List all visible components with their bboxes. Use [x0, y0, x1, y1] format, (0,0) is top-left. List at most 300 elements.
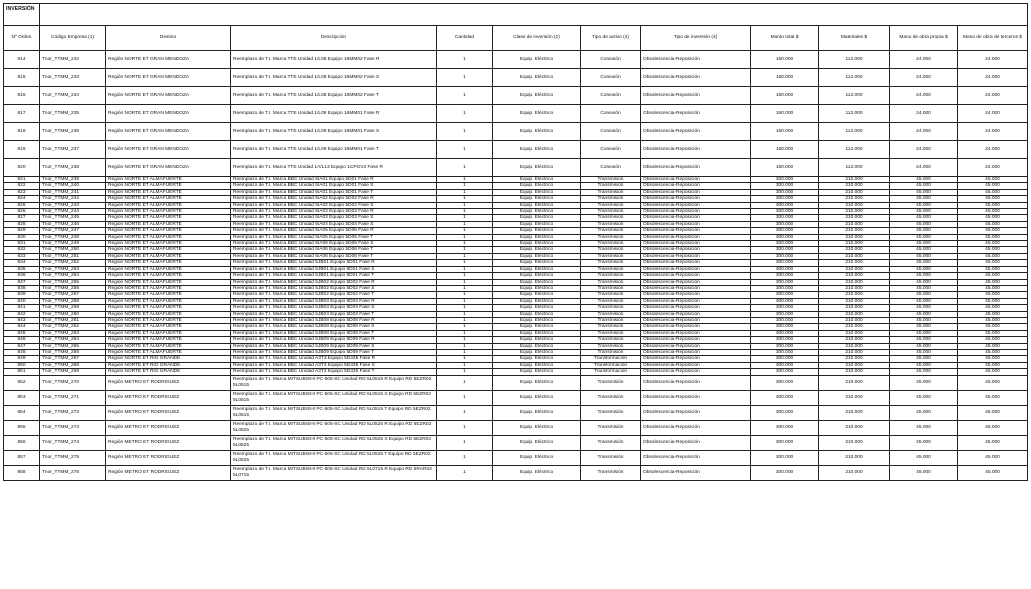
cantidad-cell: 1 [437, 349, 493, 355]
mo-terceros-cell: 45.000 [958, 362, 1028, 368]
mo-terceros-cell: 45.000 [958, 209, 1028, 215]
mo-terceros-cell: 24.000 [958, 69, 1028, 87]
monto-cell: 300.000 [751, 234, 819, 240]
clase-cell: Equip. Eléctrico [493, 215, 581, 221]
tipo-activo-cell: Transmisión [581, 247, 641, 253]
mo-terceros-cell: 45.000 [958, 183, 1028, 189]
mo-propia-cell: 45.000 [890, 298, 958, 304]
clase-cell: Equip. Eléctrico [493, 266, 581, 272]
cantidad-cell: 1 [437, 465, 493, 480]
table-row [4, 159, 1028, 177]
codigo-cell: Tnor_TTMM_243 [40, 202, 106, 208]
mo-propia-cell: 24.000 [890, 69, 958, 87]
orden-cell: 856 [4, 435, 40, 450]
tipo-inversion-cell: Obsolescencia-Reposición [641, 241, 751, 247]
destino-cell: Región NORTE ET ALMAFUERTE [106, 266, 231, 272]
mo-propia-cell: 45.000 [890, 202, 958, 208]
mo-terceros-cell: 45.000 [958, 196, 1028, 202]
tipo-inversion-cell: Obsolescencia-Reposición [641, 279, 751, 285]
descripcion-cell: Reemplazo de T.I. Marca MITSUBISHI PC-505-SC Unidad RD 5L0525 T Equipo RD 5EZR02 5L0525 [231, 450, 437, 465]
clase-cell: Equip. Eléctrico [493, 247, 581, 253]
tipo-activo-cell: Transmisión [581, 202, 641, 208]
tipo-inversion-cell: Obsolescencia-Reposición [641, 247, 751, 253]
clase-cell: Equip. Eléctrico [493, 343, 581, 349]
header-row [4, 26, 1028, 51]
tipo-activo-cell: Transmisión [581, 349, 641, 355]
codigo-cell: Tnor_TTMM_261 [40, 317, 106, 323]
destino-cell: Región NORTE ET GRAN MENDOZA [106, 123, 231, 141]
destino-cell: Región NORTE ET RIO GRANDE [106, 369, 231, 375]
cantidad-cell: 1 [437, 247, 493, 253]
tipo-inversion-cell: Obsolescencia-Reposición [641, 196, 751, 202]
clase-cell: Equip. Eléctrico [493, 123, 581, 141]
orden-cell: 850 [4, 362, 40, 368]
mo-propia-cell: 45.000 [890, 292, 958, 298]
destino-cell: Región METRO ET RODRIGUEZ [106, 390, 231, 405]
destino-cell: Región NORTE ET ALMAFUERTE [106, 202, 231, 208]
destino-cell: Región NORTE ET RIO GRANDE [106, 356, 231, 362]
tipo-inversion-cell: Obsolescencia-Reposición [641, 266, 751, 272]
descripcion-cell: Reemplazo de T.I. Marca BBC Unidad 5JB03 Equipo 5D03 Fase T [231, 311, 437, 317]
destino-cell: Región NORTE ET ALMAFUERTE [106, 324, 231, 330]
destino-cell: Región NORTE ET ALMAFUERTE [106, 221, 231, 227]
mo-propia-cell: 45.000 [890, 337, 958, 343]
descripcion-cell: Reemplazo de T.I. Marca MITSUBISHI PC-505-SC Unidad RD 5L0515 T Equipo RD 5EZR02 5L0515 [231, 405, 437, 420]
mo-terceros-cell: 45.000 [958, 221, 1028, 227]
descripcion-cell: Reemplazo de T.I. Marca BBC Unidad 5IA02 Equipo 5D02 Fase S [231, 202, 437, 208]
descripcion-cell: Reemplazo de T.I. Marca BBC Unidad 5IA06 Equipo 5D06 Fase T [231, 253, 437, 259]
descripcion-cell: Reemplazo de T.I. Marca BBC Unidad 5JB02 Equipo 5D02 Fase T [231, 292, 437, 298]
orden-cell: 827 [4, 215, 40, 221]
materiales-cell: 210.000 [819, 253, 890, 259]
codigo-cell: Tnor_TTMM_262 [40, 324, 106, 330]
monto-cell: 300.000 [751, 349, 819, 355]
orden-cell: 833 [4, 253, 40, 259]
monto-cell: 300.000 [751, 390, 819, 405]
cantidad-cell: 1 [437, 87, 493, 105]
mo-terceros-cell: 45.000 [958, 337, 1028, 343]
destino-cell: Región NORTE ET ALMAFUERTE [106, 279, 231, 285]
mo-propia-cell: 45.000 [890, 311, 958, 317]
header-cell-clase: Clase de inversión (2) [493, 26, 581, 51]
clase-cell: Equip. Eléctrico [493, 202, 581, 208]
table-row [4, 141, 1028, 159]
destino-cell: Región NORTE ET RIO GRANDE [106, 362, 231, 368]
header-cell-mo-terceros: Mano de obra de terceros $ [958, 26, 1028, 51]
mo-propia-cell: 24.000 [890, 87, 958, 105]
codigo-cell: Tnor_TTMM_270 [40, 375, 106, 390]
destino-cell: Región NORTE ET ALMAFUERTE [106, 234, 231, 240]
cantidad-cell: 1 [437, 51, 493, 69]
clase-cell: Equip. Eléctrico [493, 273, 581, 279]
monto-cell: 300.000 [751, 209, 819, 215]
destino-cell: Región METRO ET RODRIGUEZ [106, 375, 231, 390]
codigo-cell: Tnor_TTMM_249 [40, 241, 106, 247]
mo-propia-cell: 45.000 [890, 279, 958, 285]
codigo-cell: Tnor_TTMM_238 [40, 159, 106, 177]
clase-cell: Equip. Eléctrico [493, 450, 581, 465]
codigo-cell: Tnor_TTMM_237 [40, 141, 106, 159]
orden-cell: 814 [4, 51, 40, 69]
tipo-inversion-cell: Obsolescencia-Reposición [641, 234, 751, 240]
mo-terceros-cell: 45.000 [958, 247, 1028, 253]
tipo-inversion-cell: Obsolescencia-Reposición [641, 189, 751, 195]
clase-cell: Equip. Eléctrico [493, 253, 581, 259]
mo-terceros-cell: 45.000 [958, 369, 1028, 375]
destino-cell: Región NORTE ET ALMAFUERTE [106, 209, 231, 215]
destino-cell: Región NORTE ET ALMAFUERTE [106, 330, 231, 336]
tipo-activo-cell: Transmisión [581, 209, 641, 215]
monto-cell: 300.000 [751, 369, 819, 375]
clase-cell: Equip. Eléctrico [493, 298, 581, 304]
tipo-inversion-cell: Obsolescencia-Reposición [641, 51, 751, 69]
cantidad-cell: 1 [437, 215, 493, 221]
tipo-inversion-cell: Obsolescencia-Reposición [641, 362, 751, 368]
tipo-activo-cell: Transmisión [581, 420, 641, 435]
table-row [4, 51, 1028, 69]
destino-cell: Región NORTE ET GRAN MENDOZA [106, 51, 231, 69]
tipo-activo-cell: Transmisión [581, 465, 641, 480]
destino-cell: Región NORTE ET ALMAFUERTE [106, 241, 231, 247]
header-cell-destino: Destino [106, 26, 231, 51]
tipo-inversion-cell: Obsolescencia-Reposición [641, 183, 751, 189]
destino-cell: Región NORTE ET ALMAFUERTE [106, 311, 231, 317]
mo-terceros-cell: 45.000 [958, 375, 1028, 390]
mo-propia-cell: 45.000 [890, 349, 958, 355]
mo-terceros-cell: 45.000 [958, 311, 1028, 317]
destino-cell: Región NORTE ET GRAN MENDOZA [106, 105, 231, 123]
clase-cell: Equip. Eléctrico [493, 51, 581, 69]
cantidad-cell: 1 [437, 221, 493, 227]
materiales-cell: 210.000 [819, 343, 890, 349]
tipo-inversion-cell: Obsolescencia-Reposición [641, 209, 751, 215]
materiales-cell: 112.000 [819, 123, 890, 141]
table-row [4, 87, 1028, 105]
mo-propia-cell: 45.000 [890, 241, 958, 247]
monto-cell: 300.000 [751, 273, 819, 279]
mo-propia-cell: 45.000 [890, 285, 958, 291]
mo-propia-cell: 45.000 [890, 343, 958, 349]
codigo-cell: Tnor_TTMM_264 [40, 337, 106, 343]
cantidad-cell: 1 [437, 260, 493, 266]
mo-terceros-cell: 45.000 [958, 349, 1028, 355]
materiales-cell: 112.000 [819, 87, 890, 105]
descripcion-cell: Reemplazo de T.I. Marca BBC Unidad 5IA05 Equipo 5D05 Fase T [231, 234, 437, 240]
mo-terceros-cell: 24.000 [958, 141, 1028, 159]
title-row [4, 4, 1028, 26]
mo-propia-cell: 45.000 [890, 305, 958, 311]
materiales-cell: 210.000 [819, 420, 890, 435]
mo-terceros-cell: 45.000 [958, 189, 1028, 195]
monto-cell: 300.000 [751, 196, 819, 202]
orden-cell: 819 [4, 141, 40, 159]
tipo-activo-cell: Transmisión [581, 228, 641, 234]
tipo-inversion-cell: Obsolescencia-Reposición [641, 215, 751, 221]
codigo-cell: Tnor_TTMM_260 [40, 311, 106, 317]
tipo-activo-cell: Transmisión [581, 279, 641, 285]
materiales-cell: 210.000 [819, 292, 890, 298]
orden-cell: 830 [4, 234, 40, 240]
destino-cell: Región METRO ET RODRIGUEZ [106, 465, 231, 480]
table-row [4, 405, 1028, 420]
mo-terceros-cell: 45.000 [958, 420, 1028, 435]
cantidad-cell: 1 [437, 241, 493, 247]
destino-cell: Región NORTE ET ALMAFUERTE [106, 349, 231, 355]
monto-cell: 160.000 [751, 159, 819, 177]
monto-cell: 300.000 [751, 266, 819, 272]
destino-cell: Región METRO ET RODRIGUEZ [106, 435, 231, 450]
cantidad-cell: 1 [437, 343, 493, 349]
clase-cell: Equip. Eléctrico [493, 221, 581, 227]
monto-cell: 300.000 [751, 292, 819, 298]
codigo-cell: Tnor_TTMM_241 [40, 189, 106, 195]
codigo-cell: Tnor_TTMM_240 [40, 183, 106, 189]
descripcion-cell: Reemplazo de T.I. Marca BBC Unidad 5IA05 Equipo 5D05 Fase R [231, 228, 437, 234]
descripcion-cell: Reemplazo de T.I. Marca BBC Unidad 5IA01 Equipo 5D01 Fase T [231, 189, 437, 195]
monto-cell: 300.000 [751, 241, 819, 247]
investment-table [3, 3, 1028, 481]
materiales-cell: 210.000 [819, 189, 890, 195]
orden-cell: 853 [4, 390, 40, 405]
destino-cell: Región NORTE ET GRAN MENDOZA [106, 141, 231, 159]
materiales-cell: 210.000 [819, 177, 890, 183]
materiales-cell: 210.000 [819, 273, 890, 279]
cantidad-cell: 1 [437, 105, 493, 123]
mo-terceros-cell: 45.000 [958, 234, 1028, 240]
clase-cell: Equip. Eléctrico [493, 465, 581, 480]
mo-propia-cell: 45.000 [890, 369, 958, 375]
orden-cell: 852 [4, 375, 40, 390]
cantidad-cell: 1 [437, 209, 493, 215]
tipo-inversion-cell: Obsolescencia-Reposición [641, 305, 751, 311]
orden-cell: 832 [4, 247, 40, 253]
monto-cell: 300.000 [751, 305, 819, 311]
cantidad-cell: 1 [437, 292, 493, 298]
cantidad-cell: 1 [437, 202, 493, 208]
orden-cell: 825 [4, 202, 40, 208]
tipo-activo-cell: Transmisión [581, 260, 641, 266]
mo-propia-cell: 45.000 [890, 189, 958, 195]
destino-cell: Región METRO ET RODRIGUEZ [106, 405, 231, 420]
mo-propia-cell: 45.000 [890, 324, 958, 330]
codigo-cell: Tnor_TTMM_245 [40, 215, 106, 221]
mo-propia-cell: 45.000 [890, 317, 958, 323]
destino-cell: Región NORTE ET ALMAFUERTE [106, 247, 231, 253]
descripcion-cell: Reemplazo de T.I. Marca TTE Unidad 1/L09 Equipo 16MM01 Fase R [231, 105, 437, 123]
tipo-activo-cell: Transmisión [581, 435, 641, 450]
tipo-activo-cell: Conexión [581, 141, 641, 159]
tipo-activo-cell: Transmisión [581, 330, 641, 336]
materiales-cell: 210.000 [819, 390, 890, 405]
tipo-inversion-cell: Obsolescencia-Reposición [641, 159, 751, 177]
clase-cell: Equip. Eléctrico [493, 292, 581, 298]
destino-cell: Región NORTE ET ALMAFUERTE [106, 260, 231, 266]
monto-cell: 300.000 [751, 215, 819, 221]
materiales-cell: 210.000 [819, 234, 890, 240]
clase-cell: Equip. Eléctrico [493, 362, 581, 368]
materiales-cell: 210.000 [819, 465, 890, 480]
codigo-cell: Tnor_TTMM_251 [40, 253, 106, 259]
tipo-activo-cell: Transformación [581, 356, 641, 362]
descripcion-cell: Reemplazo de T.I. Marca BBC Unidad 5JB01 Equipo 5D01 Fase T [231, 273, 437, 279]
monto-cell: 160.000 [751, 141, 819, 159]
tipo-activo-cell: Transmisión [581, 343, 641, 349]
table-row [4, 123, 1028, 141]
table-body [4, 51, 1028, 481]
table-row [4, 105, 1028, 123]
tipo-activo-cell: Transmisión [581, 375, 641, 390]
descripcion-cell: Reemplazo de T.I. Marca BBC Unidad 5JB01 Equipo 5D01 Fase S [231, 266, 437, 272]
tipo-inversion-cell: Obsolescencia-Reposición [641, 123, 751, 141]
cantidad-cell: 1 [437, 317, 493, 323]
header-cell-codigo: Código Empresa (1) [40, 26, 106, 51]
descripcion-cell: Reemplazo de T.I. Marca BBC Unidad A3T3 Equipo 5D335 Fase T [231, 369, 437, 375]
header-cell-cantidad: Cantidad [437, 26, 493, 51]
header-cell-monto: Monto total $ [751, 26, 819, 51]
monto-cell: 300.000 [751, 465, 819, 480]
mo-terceros-cell: 24.000 [958, 51, 1028, 69]
clase-cell: Equip. Eléctrico [493, 311, 581, 317]
destino-cell: Región NORTE ET ALMAFUERTE [106, 285, 231, 291]
tipo-activo-cell: Transmisión [581, 177, 641, 183]
clase-cell: Equip. Eléctrico [493, 405, 581, 420]
monto-cell: 300.000 [751, 330, 819, 336]
codigo-cell: Tnor_TTMM_246 [40, 221, 106, 227]
clase-cell: Equip. Eléctrico [493, 324, 581, 330]
destino-cell: Región NORTE ET GRAN MENDOZA [106, 159, 231, 177]
mo-terceros-cell: 24.000 [958, 123, 1028, 141]
tipo-inversion-cell: Obsolescencia-Reposición [641, 369, 751, 375]
cantidad-cell: 1 [437, 356, 493, 362]
tipo-inversion-cell: Obsolescencia-Reposición [641, 356, 751, 362]
codigo-cell: Tnor_TTMM_265 [40, 343, 106, 349]
descripcion-cell: Reemplazo de T.I. Marca MITSUBISHI PC-505-SC Unidad RD 5L0525 R Equipo RD 5EZR02 5L0525 [231, 420, 437, 435]
clase-cell: Equip. Eléctrico [493, 420, 581, 435]
mo-terceros-cell: 45.000 [958, 215, 1028, 221]
header-cell-descripcion: Descripción [231, 26, 437, 51]
descripcion-cell: Reemplazo de T.I. Marca BBC Unidad 5JB02 Equipo 5D02 Fase S [231, 285, 437, 291]
mo-terceros-cell: 45.000 [958, 273, 1028, 279]
mo-propia-cell: 45.000 [890, 234, 958, 240]
clase-cell: Equip. Eléctrico [493, 337, 581, 343]
materiales-cell: 210.000 [819, 324, 890, 330]
codigo-cell: Tnor_TTMM_250 [40, 247, 106, 253]
orden-cell: 848 [4, 349, 40, 355]
mo-terceros-cell: 45.000 [958, 285, 1028, 291]
clase-cell: Equip. Eléctrico [493, 183, 581, 189]
materiales-cell: 210.000 [819, 183, 890, 189]
descripcion-cell: Reemplazo de T.I. Marca BBC Unidad 5JB09 Equipo 5D09 Fase R [231, 337, 437, 343]
materiales-cell: 210.000 [819, 375, 890, 390]
descripcion-cell: Reemplazo de T.I. Marca BBC Unidad 5IA06 Equipo 5D06 Fase S [231, 241, 437, 247]
mo-terceros-cell: 45.000 [958, 202, 1028, 208]
orden-cell: 821 [4, 177, 40, 183]
orden-cell: 843 [4, 317, 40, 323]
tipo-activo-cell: Conexión [581, 87, 641, 105]
descripcion-cell: Reemplazo de T.I. Marca BBC Unidad A3T3 Equipo 5D335 Fase S [231, 362, 437, 368]
descripcion-cell: Reemplazo de T.I. Marca BBC Unidad 5IA02 Equipo 5D02 Fase R [231, 196, 437, 202]
mo-terceros-cell: 24.000 [958, 87, 1028, 105]
cantidad-cell: 1 [437, 234, 493, 240]
table-row [4, 465, 1028, 480]
descripcion-cell: Reemplazo de T.I. Marca TTE Unidad 1A/L13 Equipo 1CPGV2 Fase R [231, 159, 437, 177]
materiales-cell: 210.000 [819, 260, 890, 266]
cantidad-cell: 1 [437, 266, 493, 272]
tipo-activo-cell: Transmisión [581, 305, 641, 311]
orden-cell: 822 [4, 183, 40, 189]
codigo-cell: Tnor_TTMM_244 [40, 209, 106, 215]
tipo-activo-cell: Conexión [581, 159, 641, 177]
mo-propia-cell: 45.000 [890, 228, 958, 234]
codigo-cell: Tnor_TTMM_253 [40, 266, 106, 272]
codigo-cell: Tnor_TTMM_276 [40, 465, 106, 480]
clase-cell: Equip. Eléctrico [493, 177, 581, 183]
tipo-inversion-cell: Obsolescencia-Reposición [641, 87, 751, 105]
descripcion-cell: Reemplazo de T.I. Marca BBC Unidad 5JB08 Equipo 5D08 Fase T [231, 330, 437, 336]
mo-propia-cell: 45.000 [890, 196, 958, 202]
monto-cell: 300.000 [751, 362, 819, 368]
mo-terceros-cell: 45.000 [958, 465, 1028, 480]
destino-cell: Región NORTE ET GRAN MENDOZA [106, 69, 231, 87]
orden-cell: 846 [4, 337, 40, 343]
destino-cell: Región METRO ET RODRIGUEZ [106, 420, 231, 435]
mo-terceros-cell: 45.000 [958, 356, 1028, 362]
orden-cell: 847 [4, 343, 40, 349]
descripcion-cell: Reemplazo de T.I. Marca BBC Unidad 5IA01 Equipo 5D01 Fase S [231, 183, 437, 189]
monto-cell: 300.000 [751, 405, 819, 420]
materiales-cell: 112.000 [819, 105, 890, 123]
monto-cell: 300.000 [751, 189, 819, 195]
codigo-cell: Tnor_TTMM_274 [40, 435, 106, 450]
descripcion-cell: Reemplazo de T.I. Marca BBC Unidad 5IA01 Equipo 5D01 Fase R [231, 177, 437, 183]
materiales-cell: 210.000 [819, 435, 890, 450]
mo-propia-cell: 45.000 [890, 209, 958, 215]
codigo-cell: Tnor_TTMM_268 [40, 362, 106, 368]
materiales-cell: 210.000 [819, 305, 890, 311]
tipo-activo-cell: Transmisión [581, 183, 641, 189]
descripcion-cell: Reemplazo de T.I. Marca TTE Unidad 1/L08 Equipo 16MM02 Fase T [231, 87, 437, 105]
destino-cell: Región NORTE ET ALMAFUERTE [106, 317, 231, 323]
tipo-activo-cell: Conexión [581, 105, 641, 123]
table-row [4, 435, 1028, 450]
descripcion-cell: Reemplazo de T.I. Marca TTE Unidad 1/L09 Equipo 16MM01 Fase T [231, 141, 437, 159]
codigo-cell: Tnor_TTMM_272 [40, 405, 106, 420]
materiales-cell: 210.000 [819, 330, 890, 336]
descripcion-cell: Reemplazo de T.I. Marca BBC Unidad 5IA03 Equipo 5D03 Fase R [231, 209, 437, 215]
tipo-activo-cell: Transmisión [581, 234, 641, 240]
tipo-inversion-cell: Obsolescencia-Reposición [641, 405, 751, 420]
cantidad-cell: 1 [437, 305, 493, 311]
tipo-activo-cell: Transmisión [581, 266, 641, 272]
descripcion-cell: Reemplazo de T.I. Marca BBC Unidad 5JB09 Equipo 5D09 Fase T [231, 349, 437, 355]
tipo-activo-cell: Transmisión [581, 215, 641, 221]
tipo-activo-cell: Transformación [581, 369, 641, 375]
destino-cell: Región NORTE ET ALMAFUERTE [106, 343, 231, 349]
descripcion-cell: Reemplazo de T.I. Marca MITSUBISHI PC-505-SC Unidad RD 5L0515 R Equipo RD 5EZR02 5L0515 [231, 375, 437, 390]
cantidad-cell: 1 [437, 298, 493, 304]
tipo-inversion-cell: Obsolescencia-Reposición [641, 105, 751, 123]
monto-cell: 300.000 [751, 279, 819, 285]
codigo-cell: Tnor_TTMM_258 [40, 298, 106, 304]
mo-terceros-cell: 45.000 [958, 279, 1028, 285]
clase-cell: Equip. Eléctrico [493, 317, 581, 323]
tipo-activo-cell: Transmisión [581, 450, 641, 465]
materiales-cell: 210.000 [819, 349, 890, 355]
codigo-cell: Tnor_TTMM_259 [40, 305, 106, 311]
tipo-inversion-cell: Obsolescencia-Reposición [641, 324, 751, 330]
orden-cell: 815 [4, 69, 40, 87]
mo-propia-cell: 45.000 [890, 273, 958, 279]
